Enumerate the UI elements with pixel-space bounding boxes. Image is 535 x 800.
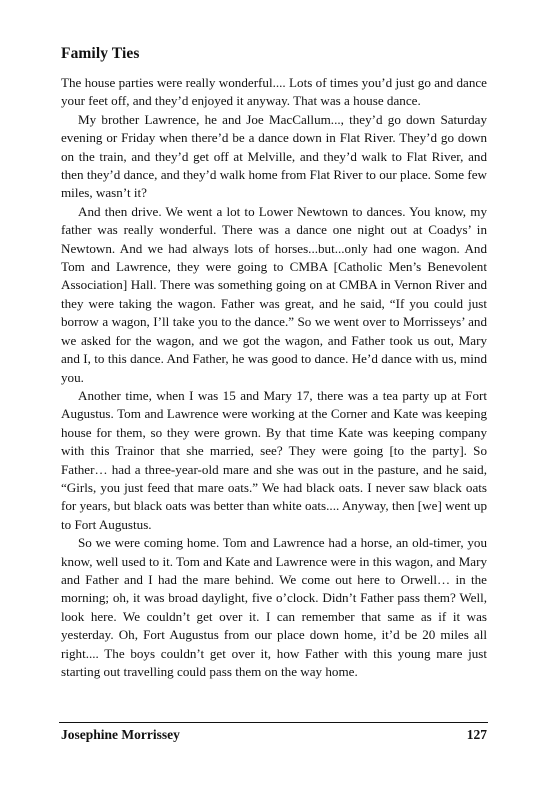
- paragraph-1: The house parties were really wonderful.... Lots of times you’d just go and dance your feet off, and they’d enjoyed it anyway. That was a house dance.: [61, 75, 487, 109]
- paragraph-2: My brother Lawrence, he and Joe MacCallum..., they’d go down Saturday evening or Friday when there’d be a dance down in Flat River. They’d go down on the train, and they’d get off at Melville, and they’d walk to Flat River, and then they’d dance, and they’d walk home from Flat River to our place. Some few miles, wasn’t it?: [61, 111, 487, 201]
- footer-rule: [59, 722, 488, 723]
- paragraph-5: So we were coming home. Tom and Lawrence had a horse, an old-timer, you know, well used to it. Tom and Kate and Lawrence were in this wagon, and Mary and Father and I had the mare behind. We come out here to Orwell… in the morning; oh, it was broad daylight, five o’clock. Didn’t Father pass them? Well, look here. We couldn’t get over it. I can remember that same as if it was yesterday. Oh, Fort Augustus from our place down home, it’d be 20 miles all right.... The boys couldn’t get over it, how Father with this young mare just starting out travelling could pass them on the way home.: [61, 535, 487, 679]
- body-text: [61, 74, 487, 681]
- paragraph-3: And then drive. We went a lot to Lower Newtown to dances. You know, my father was really wonderful. There was a dance one night out at Coadys’ in Newtown. And we had always lots of horses...but...only had one wagon. And Tom and Lawrence, they were going to CMBA [Catholic Men’s Benevolent Association] Hall. There was something going on at CMBA in Vernon River and they were taking the wagon. Father was great, and he said, “If you could just borrow a wagon, I’ll take you to the dance.” So we went over to Morrisseys’ and we asked for the wagon, and we got the wagon, and Father took us out, Mary and I, to this dance. And Father, he was good to dance. He’d dance with us, mind you.: [61, 203, 487, 385]
- footer-author-name: Josephine Morrissey: [61, 727, 180, 742]
- book-page: [61, 0, 487, 800]
- footer-page-number: 127: [466, 727, 487, 742]
- section-heading: Family Ties: [61, 45, 140, 62]
- paragraph-4: Another time, when I was 15 and Mary 17, there was a tea party up at Fort Augustus. Tom and Lawrence were working at the Corner and Kate was keeping house for them, so they were grown. By that time Kate was keeping company with this Trainor that she married, see? They were going [to the party]. So Father… had a three-year-old mare and she was out in the pasture, and he said, “Girls, you just feed that mare oats.” We had black oats. I never saw black oats for years, but black oats was better than white oats.... Anyway, then [we] went up to Fort Augustus.: [61, 387, 487, 532]
